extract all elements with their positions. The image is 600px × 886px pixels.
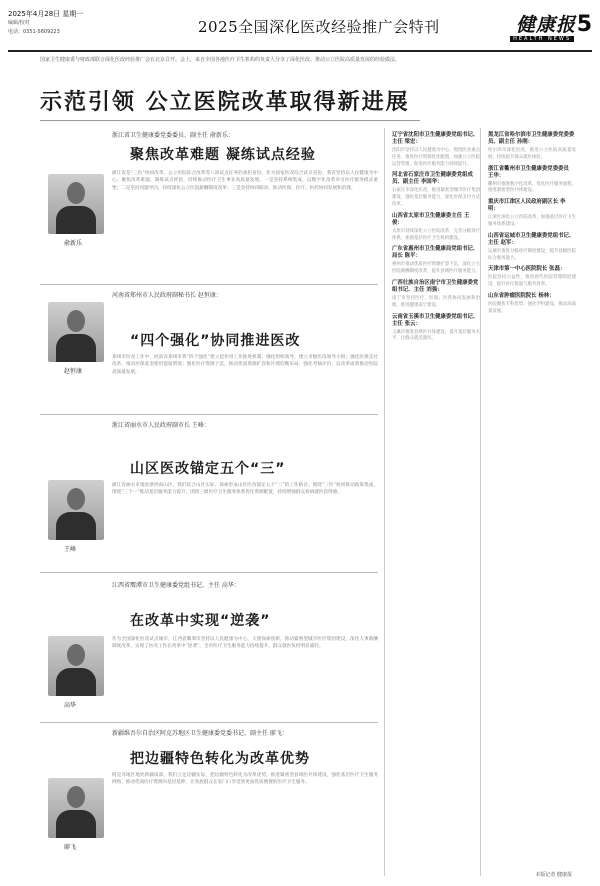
newspaper-brand-sub: HEALTH NEWS (510, 36, 574, 42)
brief-title: 浙江省衢州市卫生健康委党委委员 王华： (488, 165, 569, 179)
brief-title: 山东省肿瘤医院院长 杨林： (488, 292, 555, 299)
article-author-role: 新疆维吾尔自治区阿克苏地区卫生健康委党委书记、副主任 廖飞： (112, 730, 288, 737)
brief-body: 南宁市坚持医疗、医保、医药协同发展和治理，推进健康南宁建设。 (392, 295, 480, 308)
brief-body: 江津区深化公立医院改革，加强基层医疗卫生服务体系建设。 (488, 215, 576, 227)
article-title: 在改革中实现“逆袭” (130, 613, 271, 629)
article-block (40, 290, 378, 420)
article-author-role: 河南省郑州市人民政府副秘书长 赵恒康： (112, 292, 222, 299)
author-name: 廖飞 (64, 844, 77, 851)
brief-title: 河北省石家庄市卫生健康委党组成员、副主任 李国华： (392, 172, 473, 186)
banner-rule (40, 120, 420, 121)
brief-title: 云南省玉溪市卫生健康委党组书记、主任 张云： (392, 313, 479, 327)
header-rule (8, 50, 592, 52)
brief-body: 衢州市推进数字化改革，优化医疗服务流程，推进紧密型医共体建设。 (488, 181, 576, 194)
divider (40, 722, 378, 723)
brief-title: 辽宁省沈阳市卫生健康委党组书记、主任 梁宏： (392, 132, 479, 145)
phone-label: 电话：0351-5609223 (8, 29, 60, 35)
article-body: 浙江省是“三医”协同改革、公立医院综合改革等八项试点任务的承担省份。作为国家医改综合试点省份，我省坚持以人民健康为中心，聚焦改革难题，凝练试点经验，持续推动医疗卫生事业高质量发展。一是坚持系统集成，以数字化改革牵引医疗服务模式重塑；二是坚持问题导向，持续深化公立医院薪酬制度改革；三是坚持协同联动，推动医保、医疗、医药协同发展和治理。 (112, 171, 378, 191)
article-title: 山区医改锚定五个“三” (130, 461, 286, 477)
brief-body: 医院坚持公益性，推进现代医院管理制度建设，提升医疗质量与服务效率。 (488, 275, 576, 288)
column-divider (480, 128, 481, 876)
intro-paragraph: 国家卫生健康委与财政部联合深化医改经验推广会在北京召开。会上，来自全国各地医疗卫生机构的负责人分享了深化医改、推动公立医院高质量发展的经验做法。 (40, 57, 401, 63)
brief-body: 太原市持续深化公立医院改革，完善分级诊疗体系，加强基层医疗卫生机构建设。 (392, 228, 480, 241)
editor-label: 编辑/校对 (8, 20, 30, 26)
brief-body: 石家庄市深化医改，推进紧密型城市医疗集团建设，强化基层服务能力，深化医保支付方式改革。 (392, 188, 480, 207)
article-title: 聚焦改革难题 凝练试点经验 (130, 147, 316, 163)
author-name: 赵恒康 (64, 368, 83, 375)
author-name: 王峰 (64, 546, 77, 553)
issue-date: 2025年4月28日 星期一 编辑/校对 电话：0351-5609223 (8, 10, 84, 35)
author-name: 高华 (64, 702, 77, 709)
article-body: 郑州市医改工作中，河南省郑州市将“四个强化”建立起作用工作推进机制。强化组织领导，建立市级医改领导小组；强化医保支付改革，推动医保基金使用提质增效；强化医疗资源下沉，推动优质资源扩容和区域均衡布局；强化考核评价，以改革成效推动医院高质量发展。 (112, 355, 378, 375)
article-title: 把边疆特色转化为改革优势 (130, 751, 310, 767)
author-photo (48, 174, 104, 234)
banner (40, 88, 420, 122)
banner-title: 示范引领 公立医院改革取得新进展 (40, 90, 410, 115)
column-divider (384, 128, 385, 876)
author-name: 俞新乐 (64, 240, 83, 247)
brief-title: 天津市第一中心医院院长 张磊： (488, 266, 566, 273)
author-photo (48, 302, 104, 362)
divider (40, 414, 378, 415)
article-block (40, 130, 378, 280)
article-author-role: 江西省鹰潭市卫生健康委党组书记、主任 高华： (112, 582, 240, 589)
brief-title: 广西壮族自治区南宁市卫生健康委党组书记、主任 刘强： (392, 279, 479, 293)
author-photo (48, 778, 104, 838)
right-column-2 (488, 128, 576, 316)
page-header (8, 10, 592, 50)
article-body: 作为全国深化医改试点城市，江西省鹰潭市坚持以人民健康为中心，大胆探索创新，推动紧密型城市医疗集团建设，深化人事薪酬制度改革，实现了医改工作在改革中“逆袭”。全市医疗卫生服务能力持续提升，群众就医负担明显减轻。 (112, 637, 378, 650)
article-body: 浙江省丽水市地处浙西南山区，我们结合山区实际，探索形成山区医改锚定五个“三”的工作路径。围绕“三医”协同推动政策集成，围绕“三个一”推动基层服务能力提升，围绕三级医疗卫生服务体系优化资源配置，持续增强群众看病就医获得感。 (112, 483, 378, 496)
right-column-1 (392, 128, 480, 343)
article-block (40, 728, 378, 876)
brief-body: 惠州市推动优质医疗资源扩容下沉，深化公立医院薪酬制度改革，提升县域医疗服务能力。 (392, 262, 480, 275)
article-author-role: 浙江省卫生健康委党委委员、副主任 俞新乐： (112, 132, 234, 139)
brief-body: 玉溪市推进县域医共体建设，提升基层服务水平，让群众就近就医。 (392, 329, 480, 342)
brief-body: 沈阳市坚持以人民健康为中心，围绕医改重点任务，推进医疗资源优化配置，加强公立医院运营管理，促进医疗服务能力持续提升。 (392, 148, 480, 167)
brief-body: 医院聚焦专科优势，强化学科建设，推动高质量发展。 (488, 301, 576, 314)
brief-title: 黑龙江省哈尔滨市卫生健康委党委委员、副主任 孙刚： (488, 132, 575, 145)
page-number: 5 (576, 12, 592, 37)
article-block (40, 420, 378, 570)
article-author-role: 浙江省丽水市人民政府副市长 王峰： (112, 422, 210, 429)
divider (40, 284, 378, 285)
article-block (40, 580, 378, 720)
special-issue-title: 2025全国深化医改经验推广会特刊 (198, 18, 440, 36)
footer-credit: 本版记者 健康报 (535, 872, 572, 878)
divider (40, 572, 378, 573)
article-title: “四个强化”协同推进医改 (130, 333, 301, 349)
article-body: 阿克苏地区地处新疆南部，我们立足边疆实际，把边疆特色转化为改革优势，推进紧密型县域医共体建设，强化基层医疗卫生服务网络，推动优质医疗资源向基层延伸，让各族群众在家门口享受到更加优质便捷的医疗卫生服务。 (112, 773, 378, 786)
newspaper-brand: 健康报 (515, 14, 576, 36)
brief-title: 山西省运城市卫生健康委党组书记、主任 赵军： (488, 232, 575, 246)
brief-title: 重庆市江津区人民政府副区长 李明： (488, 199, 566, 213)
brief-title: 山西省太原市卫生健康委主任 王俊： (392, 212, 470, 226)
brief-body: 哈尔滨市深化医改，推进公立医院高质量发展，持续提升群众就医体验。 (488, 148, 576, 160)
brief-body: 运城市推进分级诊疗制度建设，提升县级医院综合服务能力。 (488, 248, 576, 261)
author-photo (48, 480, 104, 540)
brief-title: 广东省惠州市卫生健康局党组书记、局长 陈平： (392, 246, 479, 260)
author-photo (48, 636, 104, 696)
